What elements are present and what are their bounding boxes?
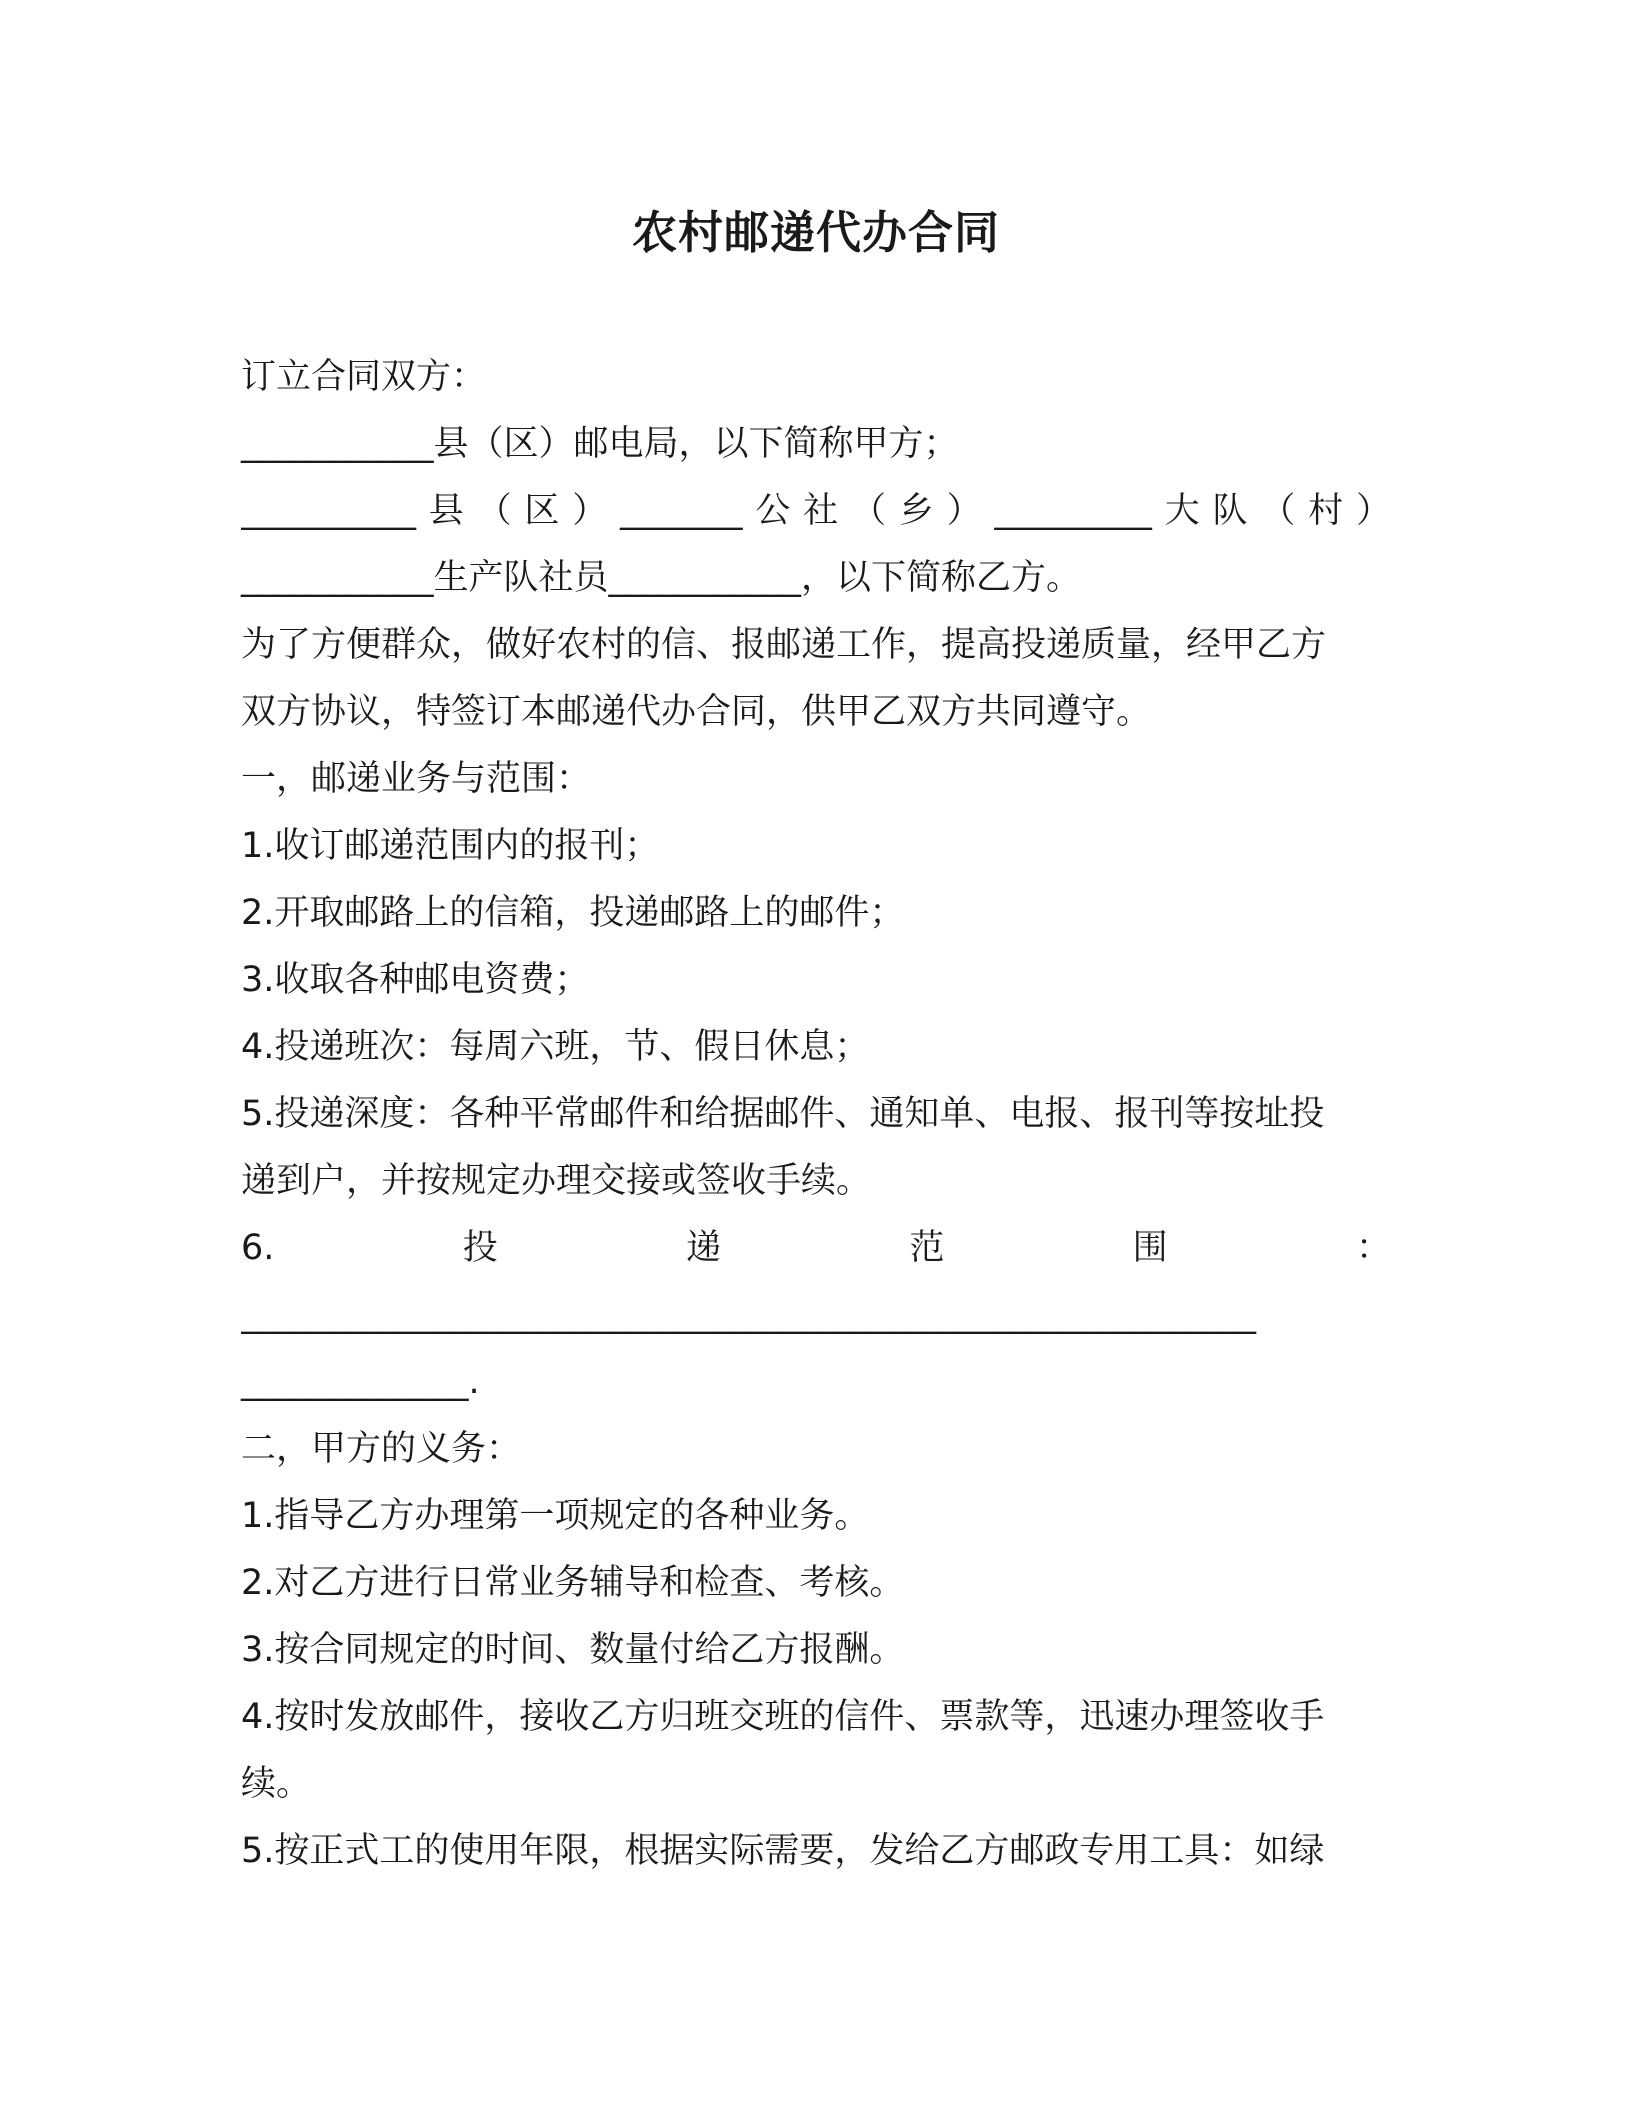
section-2-item-3: 3.按合同规定的时间、数量付给乙方报酬。 [241,1630,905,1670]
party-b-line: ___________生产队社员___________，以下简称乙方。 [241,558,1082,598]
document-body [241,344,1391,1885]
section-1-item-1: 1.收订邮递范围内的报刊； [241,826,660,866]
section-2-item-2: 2.对乙方进行日常业务辅导和检查、考核。 [241,1563,905,1603]
section-1-heading: 一，邮递业务与范围： [241,759,592,799]
section-2-item-1: 1.指导乙方办理第一项规定的各种业务。 [241,1496,870,1536]
section-1-item-6: 6.投递范围： [241,1228,1391,1268]
section-2-item-5-line-1: 5.按正式工的使用年限，根据实际需要，发给乙方邮政专用工具：如绿 [241,1831,1325,1871]
section-1-item-3: 3.收取各种邮电资费； [241,960,590,1000]
parties-heading: 订立合同双方： [241,357,487,397]
party-b-address-line: __________县（区）_______公社（乡）_________大队（村） [241,491,1391,531]
document-title: 农村邮递代办合同 [631,206,1000,259]
party-a-line: ___________县（区）邮电局，以下简称甲方； [241,424,959,464]
section-1-item-5-line-2: 递到户，并按规定办理交接或签收手续。 [241,1161,872,1201]
section-2-item-4-line-2: 续。 [241,1764,312,1804]
section-1-item-6-blank: __________________________________________________________ [241,1295,1256,1335]
section-1-item-6-blank-end: _____________. [241,1362,480,1402]
section-1-item-5-line-1: 5.投递深度：各种平常邮件和给据邮件、通知单、电报、报刊等按址投 [241,1094,1325,1134]
section-1-item-2: 2.开取邮路上的信箱，投递邮路上的邮件； [241,893,905,933]
section-1-item-4: 4.投递班次：每周六班，节、假日休息； [241,1027,870,1067]
section-2-heading: 二，甲方的义务： [241,1429,522,1469]
preamble-line-1: 为了方便群众，做好农村的信、报邮递工作，提高投递质量，经甲乙方 [241,625,1327,665]
section-2-item-4-line-1: 4.按时发放邮件，接收乙方归班交班的信件、票款等，迅速办理签收手 [241,1697,1325,1737]
preamble-line-2: 双方协议，特签订本邮递代办合同，供甲乙双方共同遵守。 [241,692,1152,732]
